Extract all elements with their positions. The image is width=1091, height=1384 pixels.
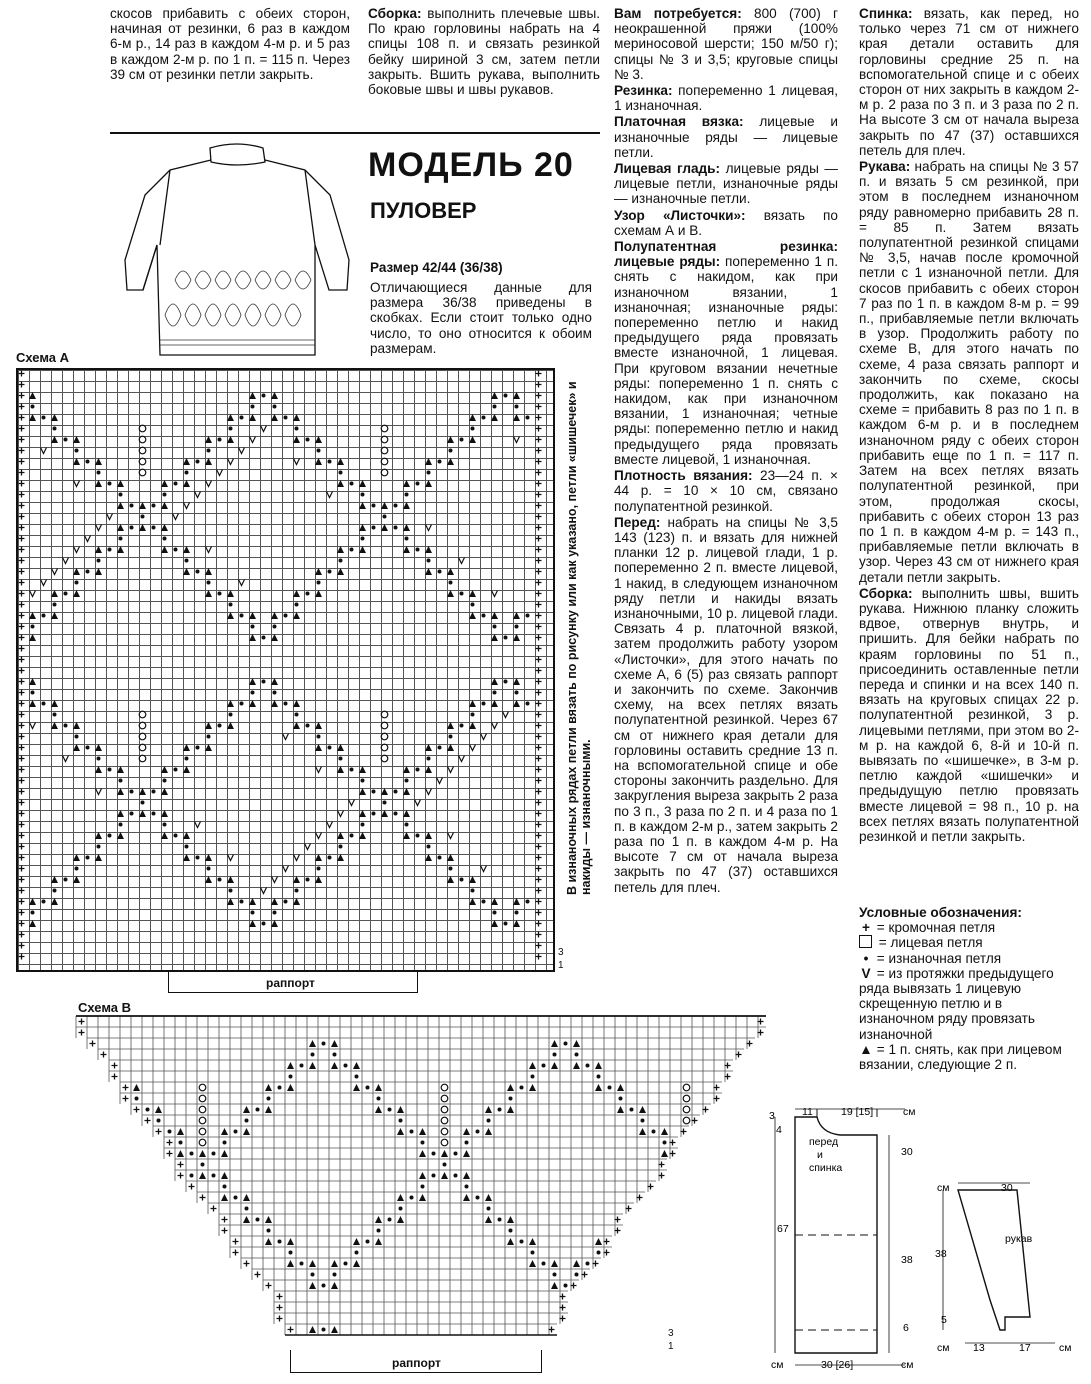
sleeves-text: набрать на спицы № 3 57 п. и вязать 5 см резинкой, при этом в последнем изнаночном ряду равномерно прибавить 28 п. = 85 п. Затем вязать полупатентной резинкой спицами № 3,5, начав после кромочной петли с 1 изнаночной петли. Для скосов прибавить с обеих сторон 7 раз по 1 п. в каждом 8-м р. = 99 п., прибавляемые петли включать в узор. Продолжить работу по схеме В, для этого начать по схеме, 4 раза связать раппорт и закончить по схеме, скосы продолжить, как показано на схеме = прибавить 8 раз по 1 п. в каждом 6-м р. и в последнем изнаночном ряду с обеих сторон прибавить еще по 1 п. = 117 п. Затем на всех петлях вязать полупатентной резинкой, при этом, продолжая скосы, прибавить с обеих сторон 13 раз по 1 п. в каждом 4-м р. = 143 п., прибавляемые петли включать в узор. Через 43 см от нижнего края детали петли закрыть. xyxy=(859,159,1079,585)
size-heading: Размер 42/44 (36/38) xyxy=(370,260,503,275)
pattern-text: вязать по схемам А и В. xyxy=(614,207,838,238)
halfpatent-label: Полупатентная резинка: лицевые ряды: xyxy=(614,239,838,270)
stockinette-label: Лицевая гладь: xyxy=(614,161,721,177)
dim-11: 11 xyxy=(802,1106,813,1118)
gauge-label: Плотность вязания: xyxy=(614,468,753,484)
legend-item-slip: ▲ = 1 п. снять, как при лицевом вязании, следующие 2 п. xyxy=(859,1041,1062,1073)
col2-assembly xyxy=(368,6,600,97)
dim-3: 3 xyxy=(769,1110,775,1122)
scheme-b-rapport-label: раппорт xyxy=(392,1356,441,1370)
text-column-1 xyxy=(110,6,350,83)
vertical-note: В изнаночных рядах петли вязать по рисунку или как указано, петли «шишечек» и накиды — изнаночными. xyxy=(565,381,593,895)
dim-19: 19 [15] xyxy=(841,1106,874,1118)
gauge-text: 23—24 п. × 44 р. = 10 × 10 см, связано полупатентной резинкой. xyxy=(614,468,838,514)
para-back xyxy=(859,6,1079,158)
dim-4: 4 xyxy=(776,1124,782,1136)
scheme-a-symbols xyxy=(16,368,553,970)
para-garter xyxy=(614,114,838,160)
text-column-3 xyxy=(614,6,838,896)
sweater-sketch xyxy=(115,140,360,365)
dim-sleeve-17: 17 xyxy=(1019,1342,1031,1354)
text-column-2 xyxy=(368,6,600,98)
dim-30-26: 30 [26] xyxy=(821,1359,854,1371)
garment-title: ПУЛОВЕР xyxy=(370,198,477,223)
finishing-text: выполнить швы, вшить рукава. Нижнюю планку сложить вдвое, отвернув внутрь, и пришить. Для бейки набрать по краям горловины по 51 п., присоединить оставленные петли переда и спинки и на всех 140 п. вязать на круговых спицах 22 р. полупатентной резинкой, 3 р. лицевыми петлями, при этом во 2-м р. на каждой 6, 8-й и 10-й п. вывязать по «шишечке», в 3-м р. петлю каждой «шишечки» и предыдущую петлю провязать вместе лицевой = 98 п., 10 р. на всех петлях вязать полупатентной резинкой и петли закрыть. xyxy=(859,585,1079,844)
dot-icon: • xyxy=(863,950,869,966)
dim-67: 67 xyxy=(777,1223,789,1235)
dim-cm-sleeve-br: см xyxy=(1059,1342,1072,1354)
model-title: МОДЕЛЬ 20 xyxy=(368,146,574,184)
label-sleeve: рукав xyxy=(1005,1233,1033,1245)
scheme-b-row-3: 3 xyxy=(668,1328,674,1339)
sleeves-label: Рукава: xyxy=(859,159,911,175)
scheme-b-grid xyxy=(76,1016,766,1356)
finishing-label: Сборка: xyxy=(859,585,913,601)
scheme-a-rapport-label: раппорт xyxy=(266,976,315,990)
legend-item-purl: • = изнаночная петля xyxy=(859,951,1079,966)
stockinette-text: лицевые ряды — лицевые петли, изнаночные ряды — изнаночные петли. xyxy=(614,161,839,207)
legend xyxy=(859,905,1079,1072)
garter-text: лицевые и изнаночные ряды — лицевые петли. xyxy=(614,114,839,160)
dim-cm-br: см xyxy=(901,1359,914,1371)
measurement-diagram xyxy=(765,1105,1085,1375)
assembly-text: выполнить плечевые швы. По краю горловины набрать на 4 спицы 108 п. и связать резинкой бейку шириной 3 см, затем петли закрыть. Вшить рукава, выполнить боковые швы и швы рукавов. xyxy=(368,6,600,98)
scheme-a-row-1: 1 xyxy=(558,960,564,971)
scheme-b-row-1: 1 xyxy=(668,1341,674,1352)
v-icon: V xyxy=(861,965,871,981)
front-text: набрать на спицы № 3,5 143 (123) п. и вязать для нижней планки 12 р. лицевой глади, 1 р. попеременно 2 п. вместе лицевой, 1 накид, в следующем изнаночном ряду петли и накиды вязать изнаночными, 10 р. лицевой глади. Связать 4 р. платочной вязкой, затем продолжить работу узором «Листочки», для этого начать по схеме А, 6 (5) раз связать раппорт и закончить по схеме. Закончив схему, на всех петлях вязать полупатентной резинкой. Через 67 см от нижнего края детали для горловины оставить средние 13 п. на вспомогательной спице и обе стороны закончить раздельно. Для закругления выреза закрыть 2 раза по 3 п., 3 раза по 2 п. и 4 раза по 1 п. в каждом 2-м р., затем закрыть 2 раза по 1 п. в каждом 4-м р. На высоте 7 см от начала выреза закрыть по 47 (37) оставшихся петель для плеч. xyxy=(614,514,838,895)
para-rib xyxy=(614,83,838,113)
triangle-icon: ▲ xyxy=(859,1041,873,1057)
label-and: и xyxy=(817,1149,823,1161)
para-materials xyxy=(614,6,838,82)
dim-sleeve-5: 5 xyxy=(941,1314,947,1326)
label-front: перед xyxy=(809,1136,839,1148)
dim-cm-top: см xyxy=(903,1106,916,1118)
dim-sleeve-13: 13 xyxy=(973,1342,985,1354)
rib-text: попеременно 1 лицевая, 1 изнаночная. xyxy=(614,83,838,114)
halfpatent-text: попеременно 1 п. снять с накидом, как при изнаночном вязании, 1 изнаночная; изнаночные ряды: попеременно петлю и накид предыдущего ряда провязать вместе изнаночной, 1 лицевая. При круговом вязании нечетные ряды: попеременно 1 п. снять с накидом, как при изнаночном вязании, 1 изнаночная; четные ряды: попеременно петлю и накид предыдущего ряда провязать вместе лицевой, 1 изнаночная. xyxy=(614,254,838,467)
para-gauge xyxy=(614,468,838,514)
col1-text: скосов прибавить с обеих сторон, начиная от резинки, 6 раз в каждом 6-м р., 14 раз в каждом 4-м р. и 5 раз в каждом 2-м р. по 1 п. = 115 п. Через 39 см от резинки петли закрыть. xyxy=(110,6,350,82)
pattern-label: Узор «Листочки»: xyxy=(614,207,746,223)
empty-square-icon xyxy=(859,935,872,948)
scheme-a-label: Схема А xyxy=(16,350,70,365)
front-label: Перед: xyxy=(614,514,661,530)
para-finishing xyxy=(859,586,1079,844)
assembly-label: Сборка: xyxy=(368,6,422,21)
para-pattern xyxy=(614,208,838,238)
back-text: вязать, как перед, но только через 71 см от нижнего края детали оставить для горловины средние 25 п. на вспомогательной спице и с обеих сторон от них закрыть в каждом 2-м р. 2 раза по 3 п. и 3 раза по 2 п. На высоте 3 см от начала выреза закрыть по 47 (37) оставшихся петель для плеч. xyxy=(859,6,1079,158)
size-note: Отличающиеся данные для размера 36/38 приведены в скобках. Если стоит только одно число, то оно относится к обоим размерам. xyxy=(370,280,592,356)
para-front xyxy=(614,515,838,895)
garter-label: Платочная вязка: xyxy=(614,114,744,130)
legend-item-twisted: V = из протяжки предыдущего ряда вывязать 1 лицевую скрещенную петлю и в изнаночном ряду провязать изнаночной xyxy=(859,965,1054,1042)
dim-6: 6 xyxy=(903,1322,909,1334)
label-back: спинка xyxy=(809,1162,843,1174)
scheme-b-label: Схема В xyxy=(78,1000,132,1015)
section-divider xyxy=(110,132,600,134)
legend-item-edge: + = кромочная петля xyxy=(859,920,1079,935)
dim-sleeve-38: 38 xyxy=(935,1248,947,1260)
para-halfpatent xyxy=(614,239,838,467)
dim-cm-sleeve: см xyxy=(937,1182,950,1194)
text-column-4 xyxy=(859,6,1079,845)
back-label: Спинка: xyxy=(859,6,913,21)
legend-title: Условные обозначения: xyxy=(859,905,1022,920)
legend-item-knit: = лицевая петля xyxy=(859,935,1079,950)
dim-cm-sleeve-b: см xyxy=(937,1342,950,1354)
dim-cm-bl: см xyxy=(771,1359,784,1371)
dim-30: 30 xyxy=(901,1146,913,1158)
dim-38: 38 xyxy=(901,1254,913,1266)
rib-label: Резинка: xyxy=(614,83,673,99)
plus-icon: + xyxy=(862,920,870,936)
scheme-a-row-3: 3 xyxy=(558,947,564,958)
materials-label: Вам потребуется: xyxy=(614,6,742,21)
para-sleeves xyxy=(859,159,1079,585)
dim-sleeve-30: 30 xyxy=(1001,1182,1013,1194)
materials-text: 800 (700) г неокрашенной пряжи (100% мериносовой шерсти; 150 м/50 г); спицы № 3 и 3,5; круговые спицы № 3. xyxy=(614,6,838,82)
para-stockinette xyxy=(614,161,838,207)
